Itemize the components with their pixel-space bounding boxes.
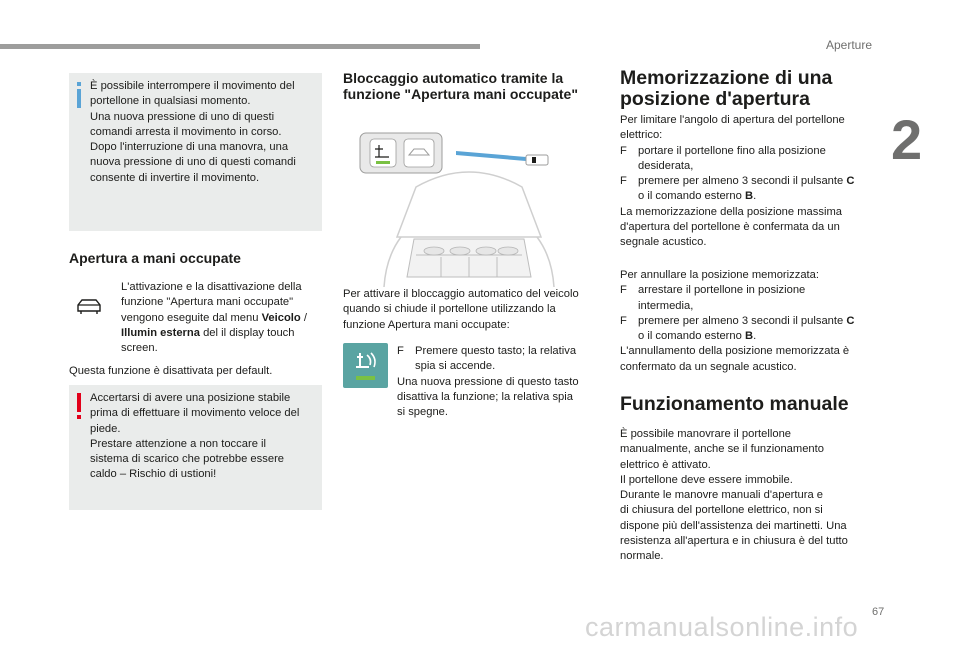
manual-line: dispone più dell'assistenza dei martinetti. Una xyxy=(620,519,847,532)
cancel-text: Per annullare la posizione memorizzata: xyxy=(620,269,819,281)
busy-hands-button-illustration xyxy=(343,343,388,388)
foot-sensor-icon xyxy=(343,343,388,388)
warning-line: piede. xyxy=(90,422,121,435)
info-line: Dopo l'interruzione di una manovra, una xyxy=(90,141,289,154)
cancel-step: o il comando esterno xyxy=(638,330,745,343)
memorize-text: elettrico: xyxy=(620,129,663,142)
busy-hands-text: funzione "Apertura mani occupate" xyxy=(121,296,294,309)
warning-icon xyxy=(77,393,81,419)
busy-hands-text: del il display touch xyxy=(199,326,295,339)
bullet-marker: F xyxy=(620,284,627,297)
auto-lock-intro: funzione Apertura mani occupate: xyxy=(343,318,510,331)
manual-line: normale. xyxy=(620,550,664,563)
step-text: spia si accende. xyxy=(415,360,496,373)
auto-lock-intro: Per attivare il bloccaggio automatico del veicolo xyxy=(343,288,579,300)
info-line: portellone in qualsiasi momento. xyxy=(90,95,251,108)
bullet-marker: F xyxy=(620,314,627,327)
auto-lock-after: disattiva la funzione; la relativa spia xyxy=(397,390,573,403)
warning-line: Accertarsi di avere una posizione stabile xyxy=(90,392,291,404)
menu-veicolo: Veicolo xyxy=(261,311,301,324)
command-b-label: B xyxy=(744,330,754,343)
menu-illumin-esterna: Illumin esterna xyxy=(121,326,200,339)
memorize-step: portare il portellone fino alla posizione xyxy=(638,144,826,157)
memorize-step: desiderata, xyxy=(638,159,694,172)
auto-lock-heading-line: Bloccaggio automatico tramite la xyxy=(343,70,564,86)
memorize-text: Per limitare l'angolo di apertura del portellone xyxy=(620,114,845,126)
tailgate-illustration xyxy=(356,127,582,287)
punctuation: . xyxy=(753,190,757,203)
warning-line: caldo – Rischio di ustioni! xyxy=(90,468,217,481)
auto-lock-heading-line: funzione "Apertura mani occupate" xyxy=(343,86,578,102)
default-text: Questa funzione è disattivata per default. xyxy=(69,365,273,377)
manual-line: Il portellone deve essere immobile. xyxy=(620,473,793,486)
cancel-step: intermedia, xyxy=(638,299,694,312)
manual-line: Durante le manovre manuali d'apertura e xyxy=(620,489,824,502)
cancel-step: arrestare il portellone in posizione xyxy=(638,284,806,297)
manual-line: elettrico è attivato. xyxy=(620,458,711,471)
step-text: Premere questo tasto; la relativa xyxy=(415,345,577,357)
cancel-text: confermato da un segnale acustico. xyxy=(620,360,797,373)
memorize-text: segnale acustico. xyxy=(620,236,707,249)
chapter-number: 2 xyxy=(891,108,923,171)
info-line: Una nuova pressione di uno di questi xyxy=(90,110,275,123)
manual-line: resistenza all'apertura e in chiusura è del tutto xyxy=(620,535,848,548)
auto-lock-heading xyxy=(343,70,578,102)
manual-line: manualmente, anche se il funzionamento xyxy=(620,443,824,456)
warning-line: prima di effettuare il movimento veloce del xyxy=(90,407,300,420)
bullet-marker: F xyxy=(620,175,627,188)
car-settings-icon xyxy=(75,297,103,315)
memorize-step: o il comando esterno xyxy=(638,190,745,203)
info-line: nuova pressione di uno di questi comandi xyxy=(90,156,296,169)
warning-line: Prestare attenzione a non toccare il xyxy=(90,437,266,450)
top-divider-bar xyxy=(0,44,480,49)
menu-separator: / xyxy=(300,311,307,324)
auto-lock-after: Una nuova pressione di questo tasto xyxy=(397,375,579,388)
step-marker: F xyxy=(397,345,404,357)
warning-line: sistema di scarico che potrebbe essere xyxy=(90,453,285,466)
punctuation: . xyxy=(753,330,757,343)
page-number: 67 xyxy=(872,606,885,618)
command-b-label: B xyxy=(744,190,754,203)
memorize-step: premere per almeno 3 secondi il pulsante xyxy=(638,175,847,188)
manual-line: È possibile manovrare il portellone xyxy=(620,428,792,440)
memorize-text: d'apertura del portellone è confermata da un xyxy=(620,221,840,234)
info-box xyxy=(69,73,322,231)
manual-heading: Funzionamento manuale xyxy=(620,393,849,415)
busy-hands-text: L'attivazione e la disattivazione della xyxy=(121,281,302,293)
section-title: Aperture xyxy=(826,38,873,52)
watermark: carmanualsonline.info xyxy=(585,612,859,642)
cancel-text: L'annullamento della posizione memorizzata è xyxy=(620,345,850,358)
button-c-label: C xyxy=(846,314,855,327)
warning-box xyxy=(69,385,322,510)
info-icon xyxy=(77,82,81,108)
busy-hands-text: vengono eseguite dal menu xyxy=(121,311,262,324)
auto-lock-after: si spegne. xyxy=(397,406,448,419)
cancel-step: premere per almeno 3 secondi il pulsante xyxy=(638,314,847,327)
bullet-marker: F xyxy=(620,144,627,157)
button-c-label: C xyxy=(846,175,855,188)
auto-lock-intro: quando si chiude il portellone utilizzando la xyxy=(343,303,556,316)
info-line: È possibile interrompere il movimento del xyxy=(90,80,295,92)
info-line: comandi arresta il movimento in corso. xyxy=(90,125,282,138)
memorize-text: La memorizzazione della posizione massima xyxy=(620,205,842,218)
manual-line: di chiusura del portellone elettrico, non si xyxy=(620,504,823,517)
busy-hands-text: screen. xyxy=(121,342,158,355)
busy-hands-heading: Apertura a mani occupate xyxy=(69,250,241,266)
info-line: consente di invertire il movimento. xyxy=(90,171,260,184)
memorize-heading xyxy=(620,68,832,110)
memorize-heading-line: Memorizzazione di una xyxy=(620,67,833,89)
memorize-heading-line: posizione d'apertura xyxy=(620,88,810,110)
